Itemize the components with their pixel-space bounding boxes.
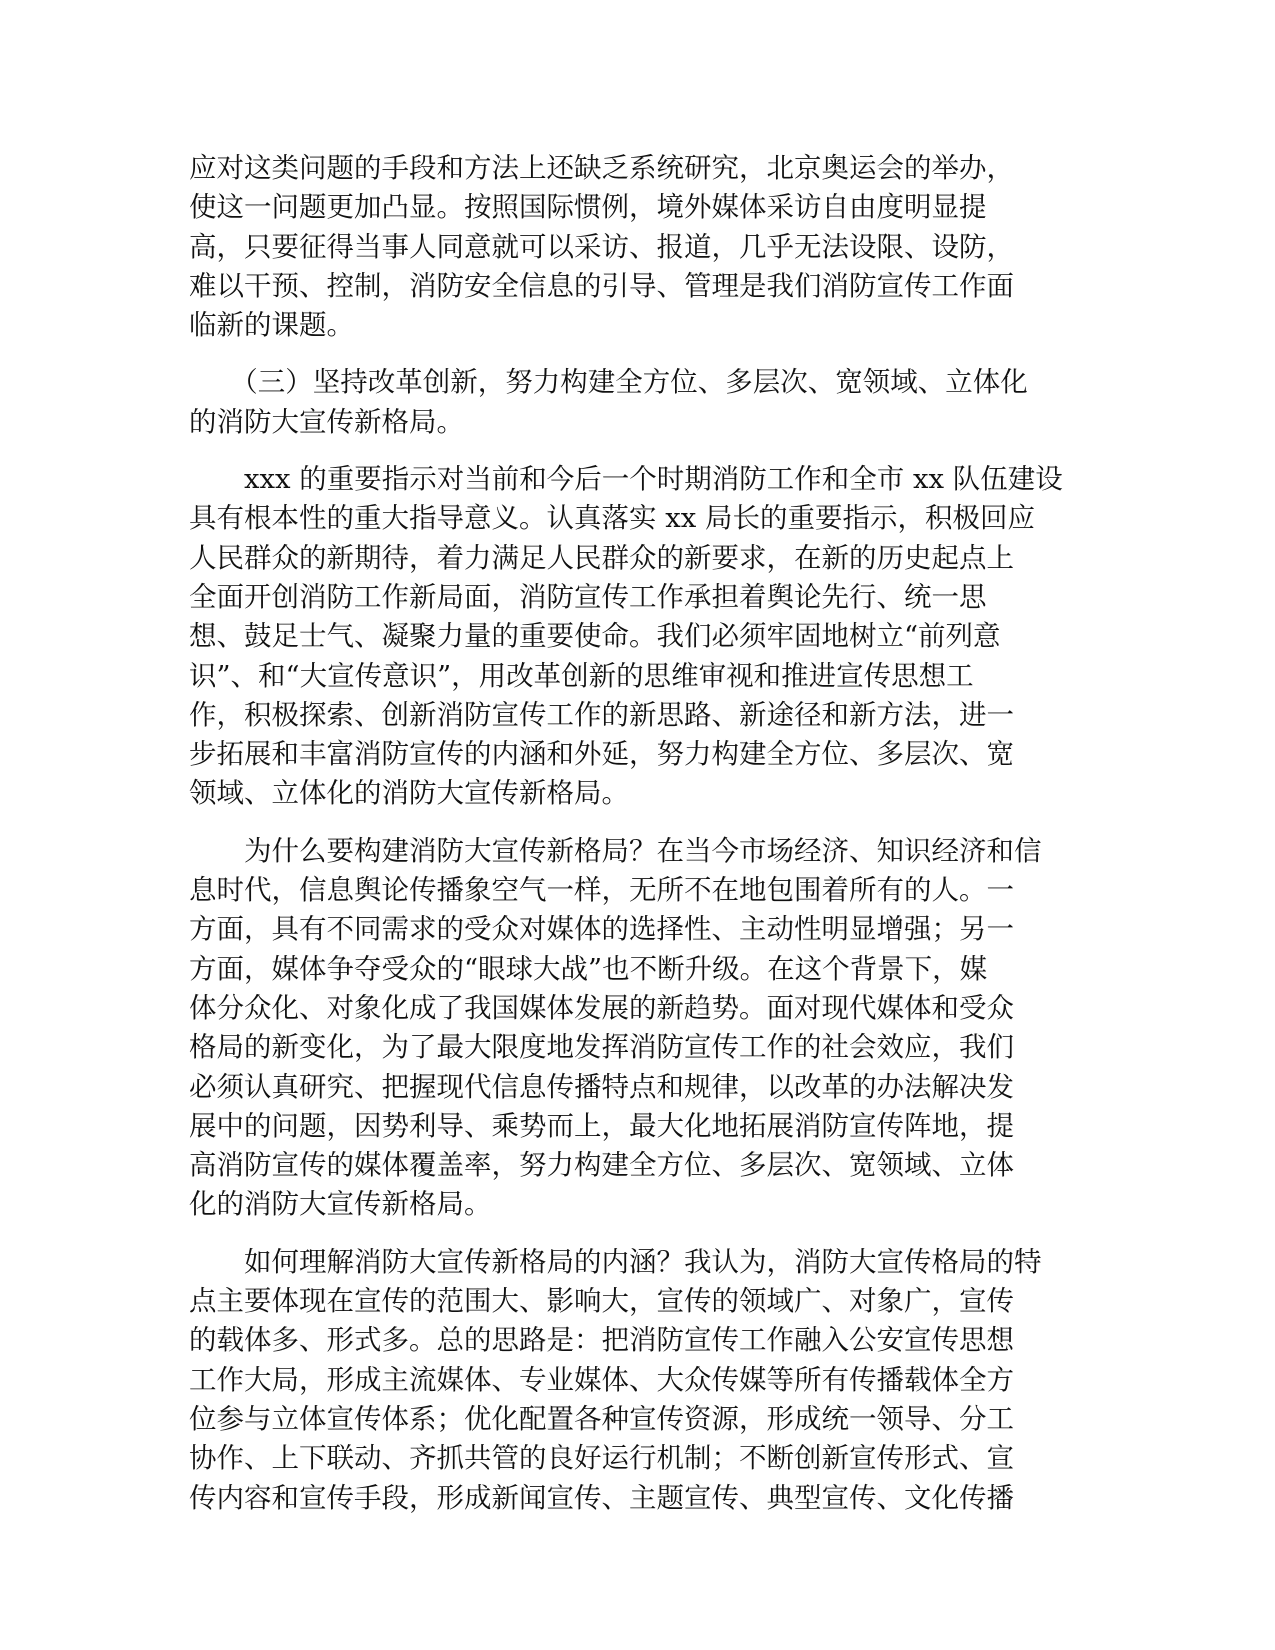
paragraph-how-understand: 如何理解消防大宣传新格局的内涵？我认为，消防大宣传格局的特 点主要体现在宣传的范围大、影响大，宣传的领域广、对象广，宣传 的载体多、形式多。总的思路是：把消防宣传工作融入公安宣传思想 工作大局，形成主流媒体、专业媒体、大众传媒等所有传播载体全方 位参与立体宣传体系；优化配置各种宣传资源，形成统一领导、分工 协作、上下联动、齐抓共管的良好运行机制；不断创新宣传形式、宣 传内容和宣传手段，形成新闻宣传、主题宣传、典型宣传、文化传播 — [189, 1245, 1042, 1514]
document-body — [189, 149, 1089, 1518]
paragraph-why-build: 为什么要构建消防大宣传新格局？在当今市场经济、知识经济和信 息时代，信息舆论传播象空气一样，无所不在地包围着所有的人。一 方面，具有不同需求的受众对媒体的选择性、主动性明显增强；另一 方面，媒体争夺受众的“眼球大战”也不断升级。在这个背景下，媒 体分众化、对象化成了我国媒体发展的新趋势。面对现代媒体和受众 格局的新变化，为了最大限度地发挥消防宣传工作的社会效应，我们 必须认真研究、把握现代信息传播特点和规律，以改革的办法解决发 展中的问题，因势利导、乘势而上，最大化地拓展消防宣传阵地，提 高消防宣传的媒体覆盖率，努力构建全方位、多层次、宽领域、立体 化的消防大宣传新格局。 — [189, 834, 1042, 1221]
paragraph-continuation: 应对这类问题的手段和方法上还缺乏系统研究，北京奥运会的举办， 使这一问题更加凸显。按照国际惯例，境外媒体采访自由度明显提 高，只要征得当事人同意就可以采访、报道，几乎无法设限、设防， 难以干预、控制，消防安全信息的引导、管理是我们消防宣传工作面 临新的课题。 — [189, 152, 1014, 342]
paragraph-important-instructions: xxx 的重要指示对当前和今后一个时期消防工作和全市 xx 队伍建设 具有根本性的重大指导意义。认真落实 xx 局长的重要指示，积极回应 人民群众的新期待，着力满足人民群众的新要求，在新的历史起点上 全面开创消防工作新局面，消防宣传工作承担着舆论先行、统一思 想、鼓足士气、凝聚力量的重要使命。我们必须牢固地树立“前列意 识”、和“大宣传意识”，用改革创新的思维审视和推进宣传思想工 作，积极探索、创新消防宣传工作的新思路、新途径和新方法，进一 步拓展和丰富消防宣传的内涵和外延，努力构建全方位、多层次、宽 领域、立体化的消防大宣传新格局。 — [189, 463, 1063, 810]
section-heading-3: （三）坚持改革创新，努力构建全方位、多层次、宽领域、立体化 的消防大宣传新格局。 — [189, 366, 1028, 438]
